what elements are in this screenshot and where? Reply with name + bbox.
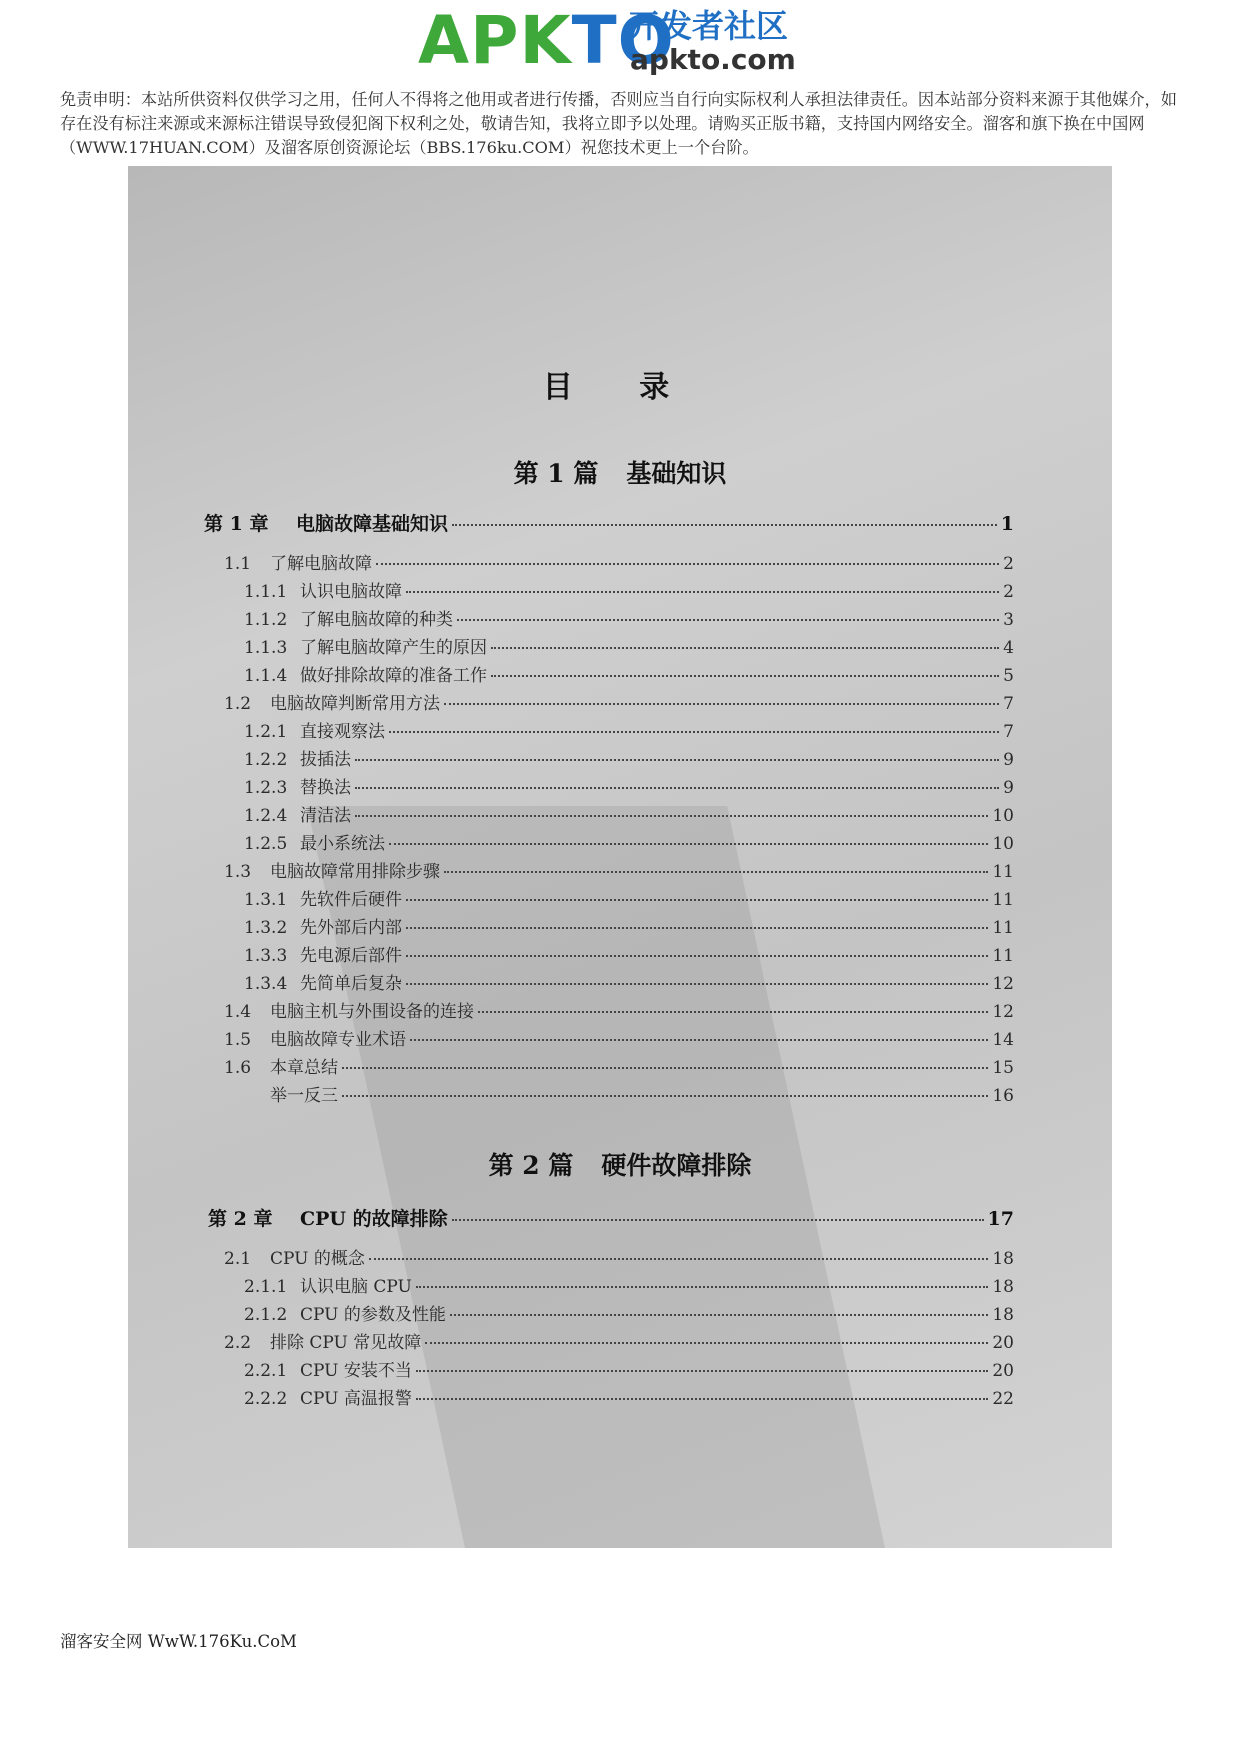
page-number: 9 <box>1003 750 1014 770</box>
leader-dots <box>457 619 999 621</box>
page-number: 10 <box>992 806 1014 826</box>
page-number: 17 <box>987 1208 1014 1230</box>
toc-entry[interactable] <box>244 913 1014 938</box>
section-title: 先外部后内部 <box>300 918 402 938</box>
disclaimer-text: 免责申明：本站所供资料仅供学习之用，任何人不得将之他用或者进行传播，否则应当自行向实际权利人承担法律责任。因本站部分资料来源于其他媒介，如存在没有标注来源或来源标注错误导致侵犯阁下权利之处，敬请告知，我将立即予以处理。请购买正版书籍，支持国内网络安全。溜客和旗下换在中国网（WWW.17HUAN.COM）及溜客原创资源论坛（BBS.176ku.COM）祝您技术更上一个台阶。 <box>60 90 1177 157</box>
page-number: 4 <box>1003 638 1014 658</box>
leader-dots <box>369 1258 988 1260</box>
leader-dots <box>406 955 988 957</box>
section-number: 1.2.2 <box>244 750 288 770</box>
section-number: 2.2.1 <box>244 1361 288 1381</box>
section-number: 1.2.1 <box>244 722 288 742</box>
page-number: 15 <box>992 1058 1014 1078</box>
logo-chinese-text: 开发者社区 <box>628 7 789 45</box>
section-number: 1.2.4 <box>244 806 288 826</box>
section-title: 拔插法 <box>300 750 351 770</box>
leader-dots <box>416 1398 988 1400</box>
section-title: 清洁法 <box>300 806 351 826</box>
section-title: 排除 CPU 常见故障 <box>270 1333 422 1353</box>
leader-dots <box>406 927 988 929</box>
part-1-name: 基础知识 <box>626 459 727 488</box>
section-title: 最小系统法 <box>300 834 385 854</box>
site-logo <box>418 2 818 79</box>
scanned-toc-page <box>128 166 1112 1548</box>
section-number: 2.2.2 <box>244 1389 288 1409</box>
section-title: 电脑故障专业术语 <box>270 1030 406 1050</box>
leader-dots <box>452 524 997 526</box>
section-title: 先软件后硬件 <box>300 890 402 910</box>
leader-dots <box>416 1286 988 1288</box>
section-number: 1.1 <box>224 554 252 574</box>
toc-entry[interactable] <box>244 885 1014 910</box>
page-number: 2 <box>1003 554 1014 574</box>
page-number: 10 <box>992 834 1014 854</box>
leader-dots <box>410 1039 988 1041</box>
page-number: 12 <box>992 974 1014 994</box>
page-number: 7 <box>1003 722 1014 742</box>
leader-dots <box>450 1314 988 1316</box>
page-number: 11 <box>992 862 1014 882</box>
leader-dots <box>491 675 999 677</box>
section-number: 1.3.4 <box>244 974 288 994</box>
section-title: CPU 的参数及性能 <box>300 1305 446 1325</box>
page-number: 3 <box>1003 610 1014 630</box>
leader-dots <box>444 703 999 705</box>
leader-dots <box>355 815 988 817</box>
leader-dots <box>406 983 988 985</box>
toc-entry[interactable] <box>244 717 1014 742</box>
toc-entry[interactable] <box>224 1244 1014 1269</box>
chapter-title: 电脑故障基础知识 <box>296 513 449 535</box>
section-number: 2.2 <box>224 1333 252 1353</box>
section-title: 认识电脑故障 <box>300 582 402 602</box>
section-number: 2.1.2 <box>244 1305 288 1325</box>
chapter-number: 第 1 章 <box>204 513 269 535</box>
toc-entry[interactable] <box>244 801 1014 826</box>
section-number: 1.1.4 <box>244 666 288 686</box>
section-title: 了解电脑故障 <box>270 554 372 574</box>
section-number: 1.3.3 <box>244 946 288 966</box>
leader-dots <box>355 787 999 789</box>
toc-entry[interactable] <box>244 1272 1014 1297</box>
section-number: 1.5 <box>224 1030 252 1050</box>
section-title: 直接观察法 <box>300 722 385 742</box>
section-number: 1.3.1 <box>244 890 288 910</box>
section-number: 2.1.1 <box>244 1277 288 1297</box>
leader-dots <box>452 1219 984 1221</box>
page-number: 18 <box>992 1305 1014 1325</box>
section-title: 替换法 <box>300 778 351 798</box>
page-number: 14 <box>992 1030 1014 1050</box>
section-title: CPU 安装不当 <box>300 1361 412 1381</box>
toc-entry[interactable] <box>244 577 1014 602</box>
part-2-title <box>128 1146 1112 1182</box>
section-title: 电脑故障常用排除步骤 <box>270 862 440 882</box>
toc-entry[interactable] <box>244 605 1014 630</box>
section-number: 1.4 <box>224 1002 252 1022</box>
toc-entry[interactable] <box>244 969 1014 994</box>
chapter-title: CPU 的故障排除 <box>300 1208 448 1230</box>
page-number: 11 <box>992 918 1014 938</box>
page-number: 22 <box>992 1389 1014 1409</box>
toc-entry[interactable] <box>244 745 1014 770</box>
page-number: 20 <box>992 1361 1014 1381</box>
section-number: 1.1.3 <box>244 638 288 658</box>
section-title: 电脑故障判断常用方法 <box>270 694 440 714</box>
section-title: 认识电脑 CPU <box>300 1277 412 1297</box>
page-number: 12 <box>992 1002 1014 1022</box>
section-title: 先简单后复杂 <box>300 974 402 994</box>
toc-entry[interactable] <box>244 1384 1014 1409</box>
section-number: 1.2.5 <box>244 834 288 854</box>
toc-chapter-2[interactable] <box>208 1204 1014 1231</box>
section-title: 电脑主机与外围设备的连接 <box>270 1002 474 1022</box>
leader-dots <box>416 1370 988 1372</box>
toc-entry[interactable] <box>224 689 1014 714</box>
section-title: CPU 的概念 <box>270 1249 365 1269</box>
toc-entry[interactable] <box>224 1081 1014 1106</box>
toc-chapter-1[interactable] <box>204 509 1014 536</box>
page-number: 11 <box>992 946 1014 966</box>
part-2-number: 第 2 篇 <box>488 1151 574 1180</box>
leader-dots <box>444 871 988 873</box>
toc-entry[interactable] <box>244 1356 1014 1381</box>
page-number: 9 <box>1003 778 1014 798</box>
toc-entry[interactable] <box>244 1300 1014 1325</box>
toc-entry[interactable] <box>244 633 1014 658</box>
section-number: 1.3 <box>224 862 252 882</box>
leader-dots <box>478 1011 988 1013</box>
logo-to-text: TO <box>571 2 675 79</box>
section-number: 1.3.2 <box>244 918 288 938</box>
section-title: CPU 高温报警 <box>300 1389 412 1409</box>
toc-entry[interactable] <box>224 1328 1014 1353</box>
page-number: 11 <box>992 890 1014 910</box>
leader-dots <box>389 843 988 845</box>
section-number: 1.6 <box>224 1058 252 1078</box>
footer-text: 溜客安全网 WwW.176Ku.CoM <box>60 1632 297 1651</box>
section-number: 1.2.3 <box>244 778 288 798</box>
part-1-title <box>128 454 1112 490</box>
leader-dots <box>425 1342 988 1344</box>
section-title: 了解电脑故障产生的原因 <box>300 638 487 658</box>
leader-dots <box>406 899 988 901</box>
toc-entry[interactable] <box>244 941 1014 966</box>
leader-dots <box>355 759 999 761</box>
logo-url-text: apkto.com <box>630 43 796 76</box>
part-1-number: 第 1 篇 <box>513 459 599 488</box>
toc-entry[interactable] <box>224 1025 1014 1050</box>
toc-entry[interactable] <box>224 1053 1014 1078</box>
section-number: 1.1.1 <box>244 582 288 602</box>
section-title: 本章总结 <box>270 1058 338 1078</box>
logo-apk-text: APK <box>418 2 572 79</box>
section-title: 做好排除故障的准备工作 <box>300 666 487 686</box>
section-number: 2.1 <box>224 1249 252 1269</box>
page-number: 18 <box>992 1277 1014 1297</box>
leader-dots <box>406 591 999 593</box>
section-number: 1.2 <box>224 694 252 714</box>
section-title: 了解电脑故障的种类 <box>300 610 453 630</box>
page-number: 7 <box>1003 694 1014 714</box>
leader-dots <box>342 1067 988 1069</box>
page-number: 16 <box>992 1086 1014 1106</box>
leader-dots <box>376 563 999 565</box>
toc-entry[interactable] <box>244 661 1014 686</box>
toc-entry[interactable] <box>244 829 1014 854</box>
page-number: 1 <box>1000 513 1014 535</box>
toc-title: 目 录 <box>542 370 698 405</box>
leader-dots <box>491 647 999 649</box>
leader-dots <box>342 1095 988 1097</box>
page-number: 20 <box>992 1333 1014 1353</box>
toc-entry[interactable] <box>224 549 1014 574</box>
part-2-name: 硬件故障排除 <box>601 1151 752 1180</box>
section-title: 举一反三 <box>270 1086 338 1106</box>
page-number: 5 <box>1003 666 1014 686</box>
section-number: 1.1.2 <box>244 610 288 630</box>
page-number: 18 <box>992 1249 1014 1269</box>
leader-dots <box>389 731 999 733</box>
toc-entry[interactable] <box>224 857 1014 882</box>
toc-entry[interactable] <box>244 773 1014 798</box>
chapter-number: 第 2 章 <box>208 1208 273 1230</box>
section-title: 先电源后部件 <box>300 946 402 966</box>
toc-entry[interactable] <box>224 997 1014 1022</box>
page-number: 2 <box>1003 582 1014 602</box>
